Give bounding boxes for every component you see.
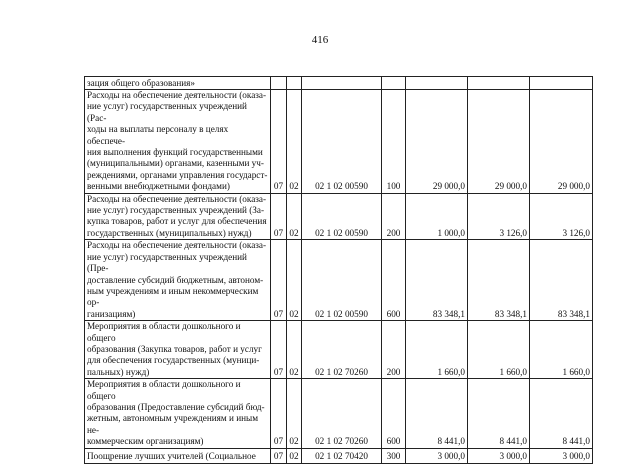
sum-year-3: 83 348,1 [530, 240, 593, 321]
expense-type-code: 200 [382, 193, 406, 240]
sum-year-1: 1 660,0 [406, 321, 468, 379]
section-code: 07 [271, 193, 287, 240]
sum-year-2: 8 441,0 [468, 379, 530, 448]
row-description: Поощрение лучших учителей (Социальное [85, 448, 271, 463]
table-row [85, 193, 593, 240]
expense-type-code: 600 [382, 240, 406, 321]
expense-type-code [382, 77, 406, 90]
sum-year-3: 3 126,0 [530, 193, 593, 240]
target-item-code: 02 1 02 00590 [302, 193, 382, 240]
sum-year-2 [468, 77, 530, 90]
subsection-code: 02 [287, 379, 302, 448]
sum-year-1 [406, 77, 468, 90]
table-body [85, 77, 593, 464]
row-description: Расходы на обеспечение деятельности (оказа- ние услуг) государственных учреждений (Пре- доставление субсидий бюджетным, автоном- ным учреждениям и иным некоммерческим ор- ганизациям) [85, 240, 271, 321]
target-item-code: 02 1 02 70420 [302, 448, 382, 463]
table-row [85, 240, 593, 321]
table-row [85, 90, 593, 194]
section-code: 07 [271, 379, 287, 448]
table-row [85, 77, 593, 90]
expense-type-code: 300 [382, 448, 406, 463]
row-description: Мероприятия в области дошкольного и общего образования (Закупка товаров, работ и услуг для обеспечения государственных (муници- пальных) нужд) [85, 321, 271, 379]
subsection-code: 02 [287, 90, 302, 194]
sum-year-2: 1 660,0 [468, 321, 530, 379]
table-row [85, 379, 593, 448]
row-description: Мероприятия в области дошкольного и общего образования (Предоставление субсидий бюд- жетным, автономным учреждениям и иным не- коммерческим организациям) [85, 379, 271, 448]
sum-year-2: 3 126,0 [468, 193, 530, 240]
subsection-code: 02 [287, 448, 302, 463]
row-description: Расходы на обеспечение деятельности (оказа- ние услуг) государственных учреждений (Рас- ходы на выплаты персоналу в целях обеспече- ния выполнения функций государственными (муниципальными) органами, казенными уч- реждениями, органами управления государст- венными внебюджетными фондами) [85, 90, 271, 194]
subsection-code: 02 [287, 240, 302, 321]
row-description: зация общего образования» [85, 77, 271, 90]
expense-type-code: 100 [382, 90, 406, 194]
section-code: 07 [271, 90, 287, 194]
sum-year-1: 1 000,0 [406, 193, 468, 240]
subsection-code [287, 77, 302, 90]
subsection-code: 02 [287, 321, 302, 379]
target-item-code: 02 1 02 00590 [302, 90, 382, 194]
table-row [85, 448, 593, 463]
sum-year-3 [530, 77, 593, 90]
row-description: Расходы на обеспечение деятельности (оказа- ние услуг) государственных учреждений (За- купка товаров, работ и услуг для обеспечения государственных (муниципальных) нужд) [85, 193, 271, 240]
sum-year-2: 29 000,0 [468, 90, 530, 194]
expense-type-code: 600 [382, 379, 406, 448]
sum-year-2: 3 000,0 [468, 448, 530, 463]
target-item-code: 02 1 02 00590 [302, 240, 382, 321]
sum-year-1: 83 348,1 [406, 240, 468, 321]
sum-year-3: 8 441,0 [530, 379, 593, 448]
section-code [271, 77, 287, 90]
sum-year-3: 1 660,0 [530, 321, 593, 379]
sum-year-3: 29 000,0 [530, 90, 593, 194]
table-row [85, 321, 593, 379]
section-code: 07 [271, 448, 287, 463]
target-item-code: 02 1 02 70260 [302, 321, 382, 379]
sum-year-1: 8 441,0 [406, 379, 468, 448]
target-item-code: 02 1 02 70260 [302, 379, 382, 448]
budget-table [84, 76, 593, 464]
page-number: 416 [311, 34, 329, 46]
subsection-code: 02 [287, 193, 302, 240]
section-code: 07 [271, 240, 287, 321]
section-code: 07 [271, 321, 287, 379]
sum-year-3: 3 000,0 [530, 448, 593, 463]
target-item-code [302, 77, 382, 90]
sum-year-1: 29 000,0 [406, 90, 468, 194]
sum-year-2: 83 348,1 [468, 240, 530, 321]
expense-type-code: 200 [382, 321, 406, 379]
sum-year-1: 3 000,0 [406, 448, 468, 463]
